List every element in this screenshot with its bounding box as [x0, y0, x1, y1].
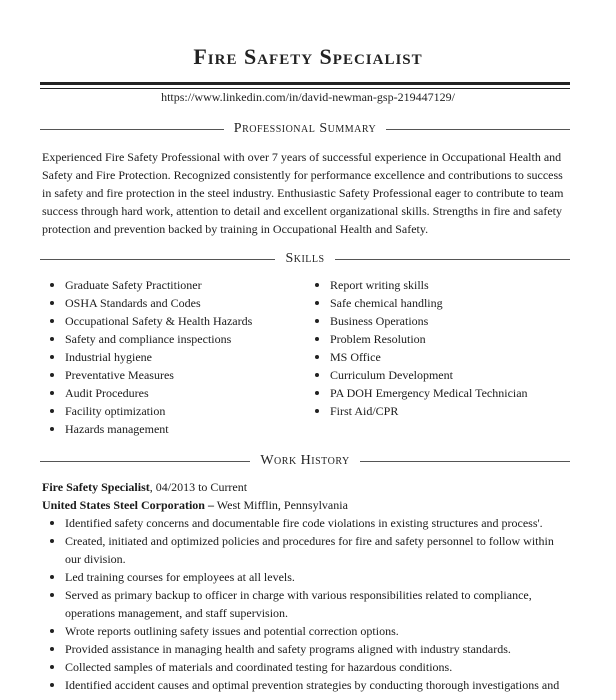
- heading-rule-right: [386, 129, 570, 130]
- skill-item: First Aid/CPR: [307, 402, 570, 420]
- job-duty-item: Served as primary backup to officer in charge with various responsibilities related to compliance, operations management, and staff supervision.: [42, 586, 570, 622]
- skill-item: MS Office: [307, 348, 570, 366]
- skill-item: Industrial hygiene: [42, 348, 307, 366]
- summary-heading: [40, 119, 570, 139]
- summary-text: Experienced Fire Safety Professional with over 7 years of successful experience in Occupational Health and Safety and Fire Protection. Recognized consistently for performance excellence and contributions to success in safety and fire protection in the steel industry. Enthusiastic Safety Professional eager to contribute to team success through hard work, attention to detail and excellent organizational skills. Strengths in fire and safety protection and prevention backed by training in Occupational Health and Safety.: [42, 150, 564, 236]
- skill-item: Curriculum Development: [307, 366, 570, 384]
- header-rule-thick: [40, 82, 570, 85]
- skill-item: Business Operations: [307, 312, 570, 330]
- job-duty-item: Identified safety concerns and documentable fire code violations in existing structures and process'.: [42, 514, 570, 532]
- job-duty-item: Identified accident causes and optimal prevention strategies by conducting thorough investigations and: [42, 676, 570, 694]
- job-duty-item: Collected samples of materials and coordinated testing for hazardous conditions.: [42, 658, 570, 676]
- skill-item: PA DOH Emergency Medical Technician: [307, 384, 570, 402]
- skill-item: Audit Procedures: [42, 384, 307, 402]
- work-heading-title: Work History: [260, 453, 350, 468]
- skill-item: Hazards management: [42, 420, 307, 438]
- heading-rule-right: [360, 461, 570, 462]
- job-title: Fire Safety Specialist: [42, 480, 150, 494]
- job-location: West Mifflin, Pennsylvania: [213, 498, 348, 512]
- heading-rule-right: [335, 259, 570, 260]
- job-dates: , 04/2013 to Current: [149, 480, 248, 494]
- heading-rule-left: [40, 129, 224, 130]
- job-duty-item: Provided assistance in managing health and safety programs aligned with industry standards.: [42, 640, 570, 658]
- skill-item: Report writing skills: [307, 276, 570, 294]
- skill-item: Safe chemical handling: [307, 294, 570, 312]
- header-rule-thin: [40, 88, 570, 89]
- skill-item: Graduate Safety Practitioner: [42, 276, 307, 294]
- skills-list-right: [307, 276, 570, 420]
- heading-rule-left: [40, 259, 275, 260]
- skill-item: Preventative Measures: [42, 366, 307, 384]
- heading-rule-left: [40, 461, 250, 462]
- resume-title: Fire Safety Specialist: [193, 44, 423, 69]
- employer-name: United States Steel Corporation –: [42, 498, 214, 512]
- work-heading: [40, 451, 570, 471]
- job-duties-list: [42, 514, 570, 694]
- summary-heading-title: Professional Summary: [233, 121, 377, 136]
- skills-heading: [40, 249, 570, 269]
- job-duty-item: Created, initiated and optimized policies and procedures for fire and safety personnel to follow within our division.: [42, 532, 570, 568]
- skill-item: Occupational Safety & Health Hazards: [42, 312, 307, 330]
- skill-item: Facility optimization: [42, 402, 307, 420]
- linkedin-link[interactable]: https://www.linkedin.com/in/david-newman-gsp-219447129/: [161, 90, 455, 104]
- skill-item: OSHA Standards and Codes: [42, 294, 307, 312]
- job-duty-item: Wrote reports outlining safety issues and potential correction options.: [42, 622, 570, 640]
- skills-heading-title: Skills: [285, 251, 325, 266]
- job-title-line: [42, 478, 247, 496]
- skill-item: Problem Resolution: [307, 330, 570, 348]
- skill-item: Safety and compliance inspections: [42, 330, 307, 348]
- employer-line: [42, 496, 348, 514]
- skills-list-left: [42, 276, 307, 438]
- job-duty-item: Led training courses for employees at all levels.: [42, 568, 570, 586]
